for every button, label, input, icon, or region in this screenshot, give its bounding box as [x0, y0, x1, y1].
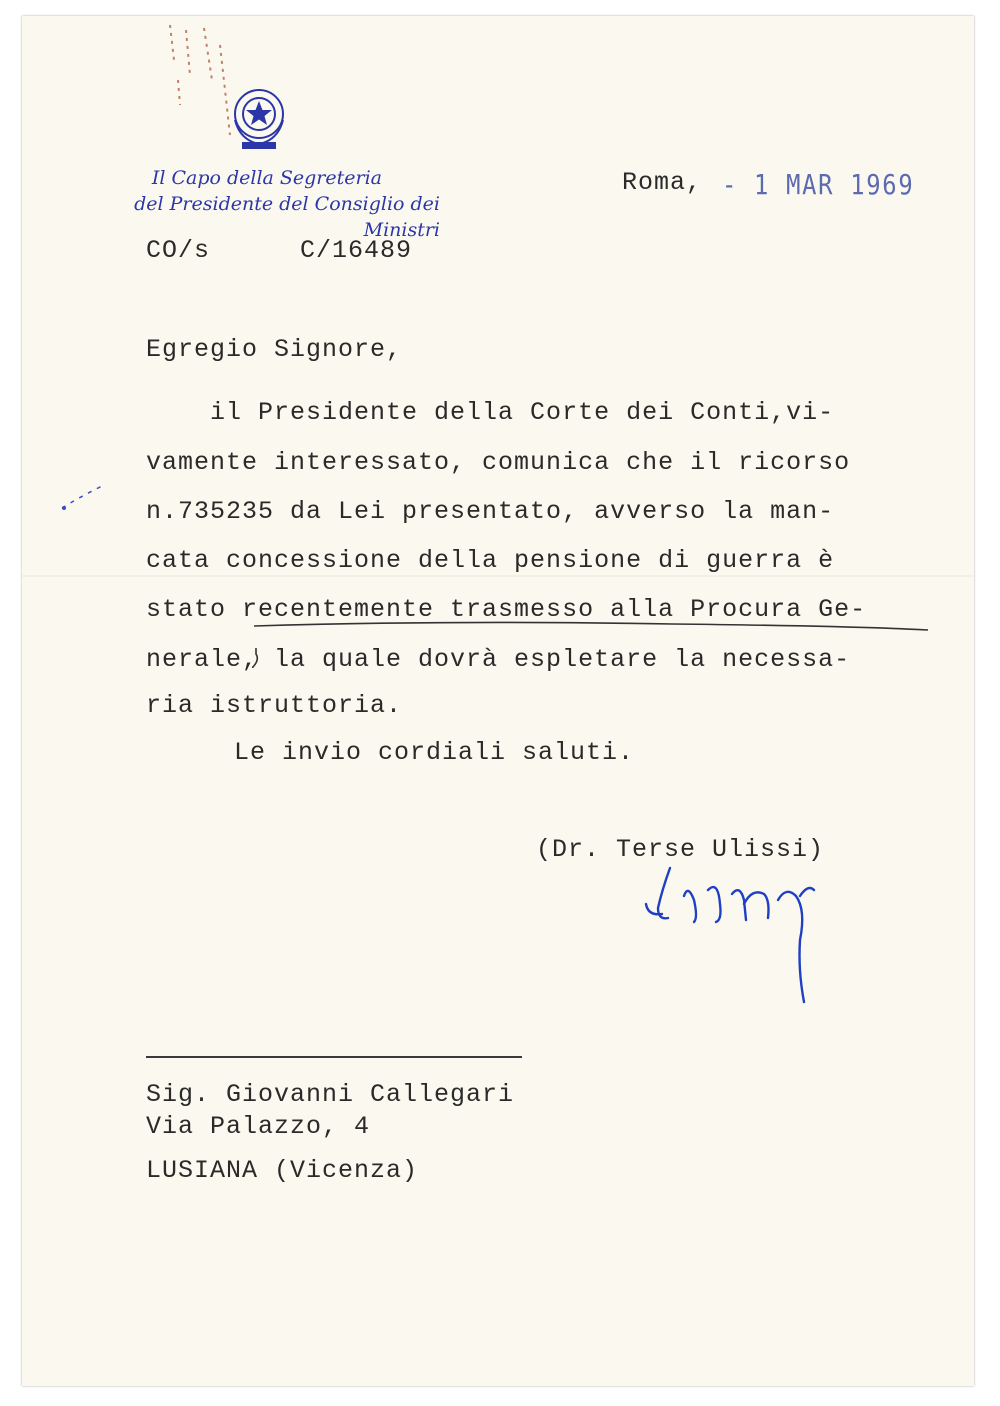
body-line: il Presidente della Corte dei Conti,vi- [146, 398, 835, 427]
address-divider [146, 1056, 522, 1058]
body-line: n.735235 da Lei presentato, avverso la man- [146, 497, 835, 526]
reference-code-2: C/16489 [300, 236, 413, 265]
date-stamp: - 1 MAR 1969 [722, 168, 915, 201]
italian-republic-emblem-icon [226, 84, 292, 154]
closing: Le invio cordiali saluti. [234, 738, 635, 767]
body-line: vamente interessato, comunica che il ricorso [146, 448, 851, 477]
body-line: nerale, la quale dovrà espletare la necessa- [146, 645, 851, 674]
address-line: Via Palazzo, 4 [146, 1112, 371, 1141]
letterhead-line-2: del Presidente del Consiglio dei Ministri [134, 193, 440, 241]
salutation: Egregio Signore, [146, 335, 403, 364]
body-line: ria istruttoria. [146, 691, 403, 720]
ink-mark-icon [58, 478, 108, 514]
letterhead [60, 165, 440, 243]
reference-code-1: CO/s [146, 236, 211, 265]
handwritten-signature-icon [628, 860, 838, 1010]
paper-fold-crease [22, 575, 974, 577]
address-line: Sig. Giovanni Callegari [146, 1080, 515, 1109]
ink-underline-icon [252, 608, 932, 668]
address-line: LUSIANA (Vicenza) [146, 1156, 419, 1185]
body-line: stato recentemente trasmesso alla Procura Ge- [146, 595, 867, 624]
date-place: Roma, [622, 168, 703, 197]
body-line: cata concessione della pensione di guerra è [146, 546, 835, 575]
letterhead-line-1: Il Capo della Segreteria [151, 167, 382, 189]
signer-name: (Dr. Terse Ulissi) [536, 835, 825, 864]
